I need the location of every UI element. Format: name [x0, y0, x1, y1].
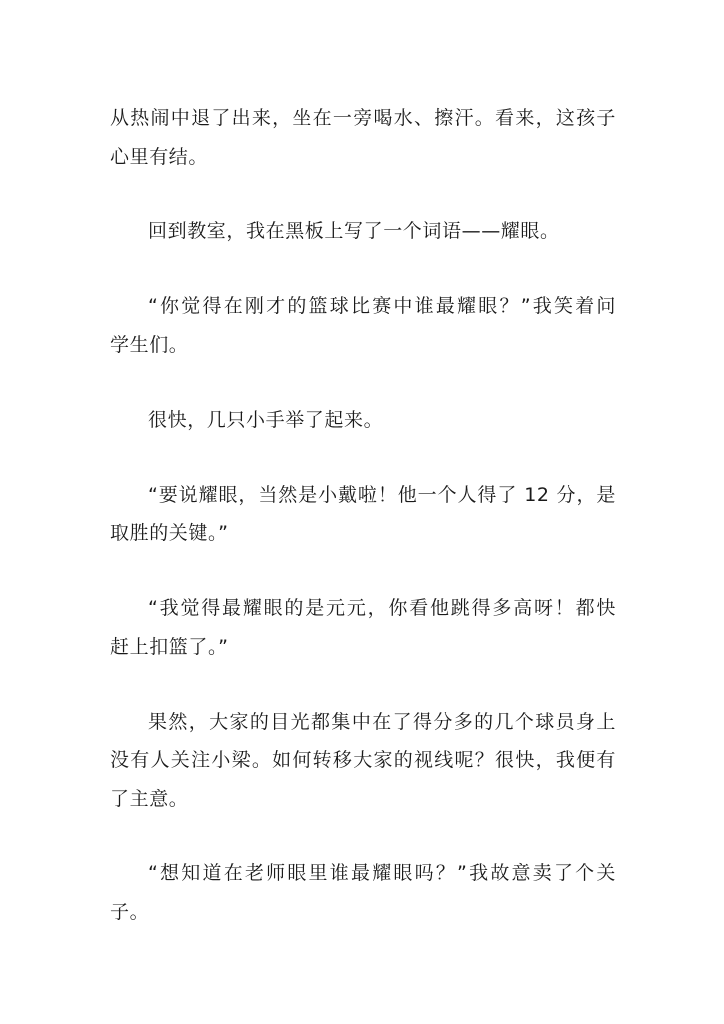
- paragraph-line: 没有人关注小梁。如何转移大家的视线呢？很快，我便有: [110, 749, 616, 771]
- paragraph-line: “我觉得最耀眼的是元元，你看他跳得多高呀！都快: [148, 597, 616, 619]
- paragraph-line: 了主意。: [110, 788, 189, 810]
- paragraph-line: “你觉得在刚才的篮球比赛中谁最耀眼？”我笑着问: [148, 295, 616, 317]
- paragraph-line: 果然，大家的目光都集中在了得分多的几个球员身上: [148, 711, 616, 733]
- paragraph-line: 回到教室，我在黑板上写了一个词语——耀眼。: [148, 220, 560, 242]
- paragraph-line: “想知道在老师眼里谁最耀眼吗？”我故意卖了个关: [148, 862, 616, 884]
- paragraph-line: 学生们。: [110, 334, 189, 356]
- paragraph-line: 取胜的关键。”: [110, 522, 229, 544]
- paragraph-line: 从热闹中退了出来，坐在一旁喝水、擦汗。看来，这孩子: [110, 107, 616, 129]
- paragraph-line: 很快，几只小手举了起来。: [148, 409, 384, 431]
- paragraph-line: 子。: [110, 901, 150, 923]
- paragraph-line: 心里有结。: [110, 146, 209, 168]
- paragraph-line: “要说耀眼，当然是小戴啦！他一个人得了 12 分，是: [148, 484, 616, 506]
- paragraph-line: 赶上扣篮了。”: [110, 636, 229, 658]
